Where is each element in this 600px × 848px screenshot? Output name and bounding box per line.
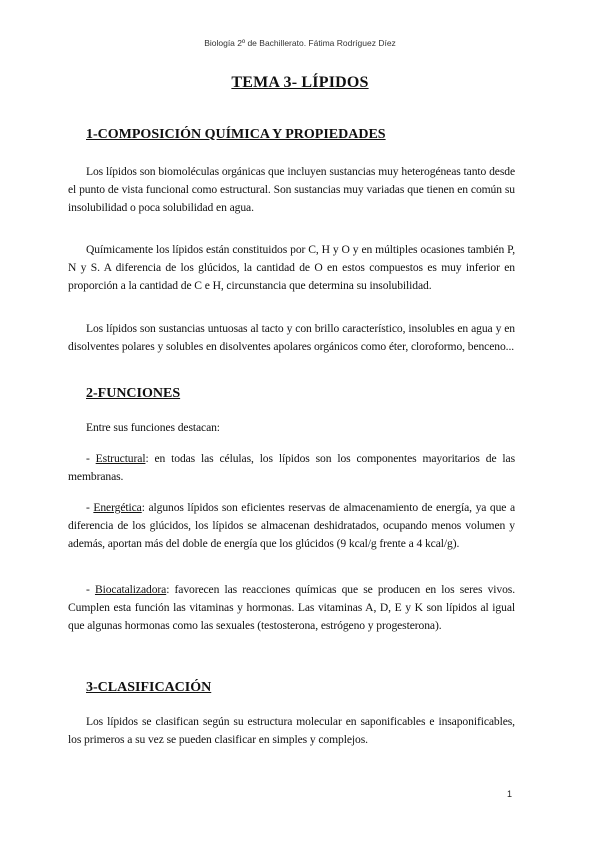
paragraph xyxy=(68,713,515,749)
page-number: 1 xyxy=(507,789,513,799)
page-header: Biología 2º de Bachillerato. Fátima Rodríguez Díez xyxy=(204,38,396,48)
function-text: : en todas las células, los lípidos son los componentes mayoritarios de las membranas. xyxy=(68,452,515,483)
paragraph-text: Entre sus funciones destacan: xyxy=(86,421,220,434)
paragraph xyxy=(68,320,515,356)
section-heading-composicion: 1-COMPOSICIÓN QUÍMICA Y PROPIEDADES xyxy=(86,127,386,142)
paragraph-text: Los lípidos son sustancias untuosas al tacto y con brillo característico, insolubles en agua y en disolventes polares y solubles en disolventes apolares orgánicos como éter, cloroformo, benceno... xyxy=(68,322,515,353)
paragraph xyxy=(68,163,515,217)
function-item-estructural: - Estructural: en todas las células, los lípidos son los componentes mayoritarios de las membranas. xyxy=(68,452,515,483)
paragraph-text: Los lípidos se clasifican según su estructura molecular en saponificables e insaponificables, los primeros a su vez se pueden clasificar en simples y complejos. xyxy=(68,715,515,746)
function-text: : algunos lípidos son eficientes reservas de almacenamiento de energía, ya que a diferencia de los glúcidos, los lípidos se almacenan deshidratados, ocupando menos volumen y además, aportan más del doble de energía que los glúcidos (9 kcal/g frente a 4 kcal/g). xyxy=(68,501,516,550)
section-heading-funciones: 2-FUNCIONES xyxy=(86,386,181,401)
paragraph-text: Químicamente los lípidos están constituidos por C, H y O y en múltiples ocasiones también P, N y S. A diferencia de los glúcidos, la cantidad de O en estos compuestos es muy inferior en proporción a la cantidad de C e H, circunstancia que determina su insolubilidad. xyxy=(68,243,515,292)
function-term: Biocatalizadora xyxy=(94,583,167,596)
page-title: TEMA 3- LÍPIDOS xyxy=(231,74,369,91)
function-term: Estructural xyxy=(95,452,146,465)
paragraph xyxy=(68,419,515,437)
paragraph xyxy=(68,241,515,295)
function-item-biocatalizadora: - Biocatalizadora: favorecen las reacciones químicas que se producen en los seres vivos. Cumplen esta función las vitaminas y hormonas. Las vitaminas A, D, E y K son lípidos al igual que algunas hormonas como las sexuales (testosterona, estrógeno y progesterona). xyxy=(68,583,516,632)
function-term: Energética xyxy=(93,501,142,514)
function-item-energetica: - Energética: algunos lípidos son eficientes reservas de almacenamiento de energía, ya que a diferencia de los glúcidos, los lípidos se almacenan deshidratados, ocupando menos volumen y además, aportan más del doble de energía que los glúcidos (9 kcal/g frente a 4 kcal/g). xyxy=(68,501,516,550)
function-text: : favorecen las reacciones químicas que se producen en los seres vivos. Cumplen esta función las vitaminas y hormonas. Las vitaminas A, D, E y K son lípidos al igual que algunas hormonas como las sexuales (testosterona, estrógeno y progesterona). xyxy=(68,583,516,632)
paragraph-text: Los lípidos son biomoléculas orgánicas que incluyen sustancias muy heterogéneas tanto desde el punto de vista funcional como estructural. Son sustancias muy variadas que tienen en común su insolubilidad o poca solubilidad en agua. xyxy=(68,165,515,214)
section-heading-clasificacion: 3-CLASIFICACIÓN xyxy=(86,680,212,695)
